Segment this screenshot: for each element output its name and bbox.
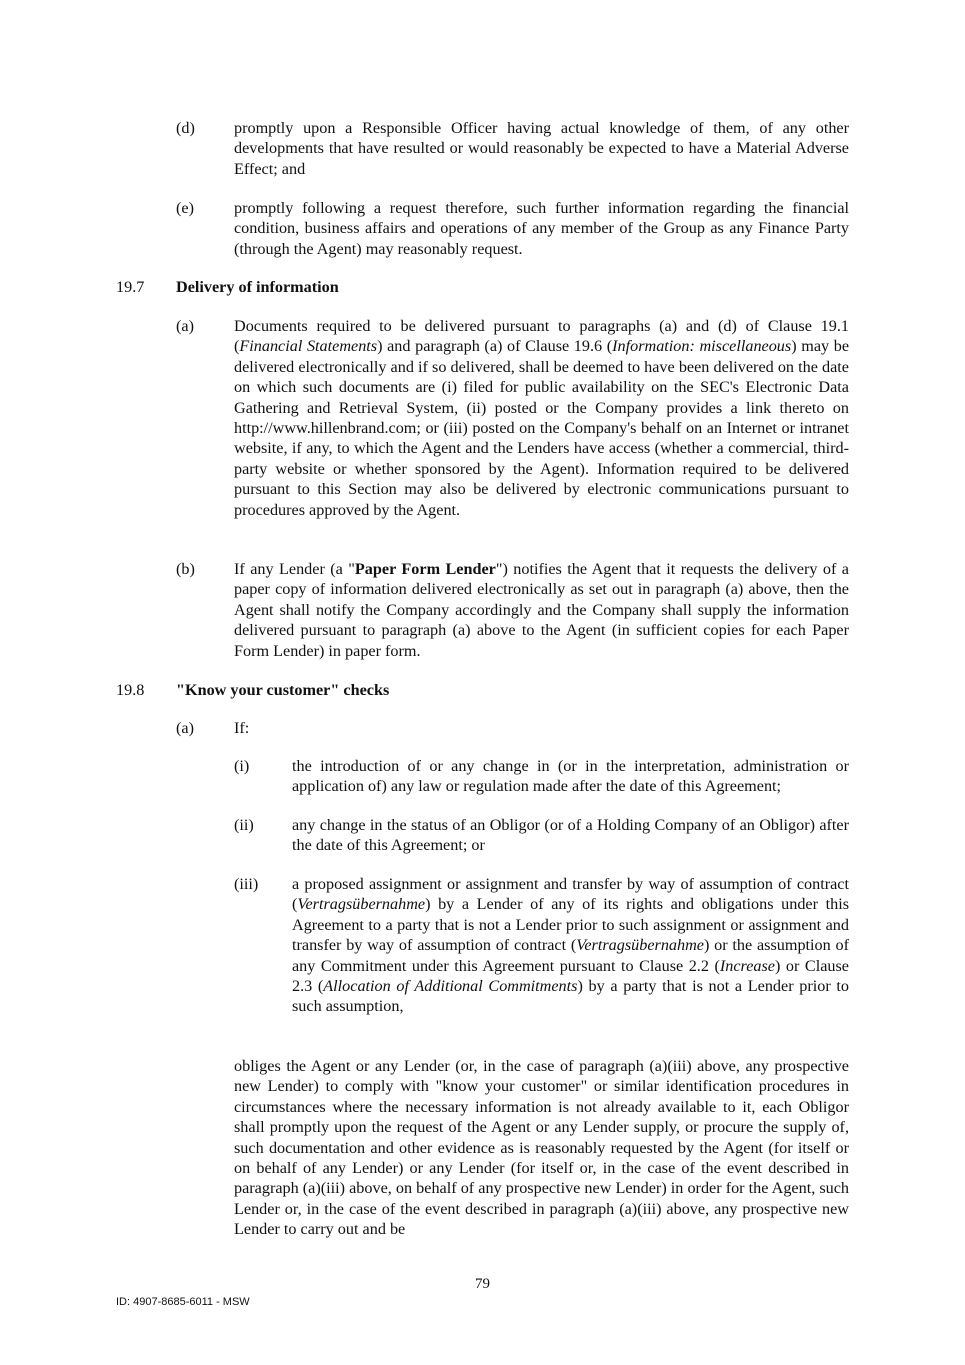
clause-19-7-text-a: Documents required to be delivered pursuant to paragraphs (a) and (d) of Clause 19.1 (Financial Statements) and paragraph (a) of Clause 19.6 (Information: miscellaneous) may be delivered electronically and if so delivered, shall be deemed to have been delivered on the date on which such documents are (i) filed for public availability on the SEC's Electronic Data Gathering and Retrieval System, (ii) posted or the Company provides a link thereto on http://www.hillenbrand.com; or (iii) posted on the Company's behalf on an Internet or intranet website, if any, to which the Agent and the Lenders have access (whether a commercial, third-party website or whether sponsored by the Agent). Information required to be delivered pursuant to this Section may also be delivered by electronic communications pursuant to procedures approved by the Agent. [234,317,849,519]
page-number: 79 [475,1276,490,1292]
clause-number-19-7: 19.7 [116,278,145,296]
clause-heading-19-8: "Know your customer" checks [176,681,390,699]
clause-19-7-label-b: (b) [176,560,195,578]
clause-19-8-lead: If: [234,719,250,737]
clause-number-19-8: 19.8 [116,681,145,699]
clause-19-7-text-b: If any Lender (a "Paper Form Lender") notifies the Agent that it requests the delivery of a paper copy of information delivered electronically as set out in paragraph (a) above, then the Agent shall notify the Company accordingly and the Company shall supply the information delivered pursuant to paragraph (a) above to the Agent (in sufficient copies for each Paper Form Lender) in paper form. [234,560,849,660]
clause-heading-19-7: Delivery of information [176,278,339,296]
item-text-e: promptly following a request therefore, such further information regarding the financial condition, business affairs and operations of any member of the Group as any Finance Party (through the Agent) may reasonably request. [234,199,849,258]
item-label-d: (d) [176,119,195,137]
sub-text-iii: a proposed assignment or assignment and transfer by way of assumption of contract (Vertragsübernahme) by a Lender of any of its rights and obligations under this Agreement to a party that is not a Lender prior to such assignment or assignment and transfer by way of assumption of contract (Vertragsübernahme) or the assumption of any Commitment under this Agreement pursuant to Clause 2.2 (Increase) or Clause 2.3 (Allocation of Additional Commitments) by a party that is not a Lender prior to such assumption, [292,875,850,1016]
item-label-e: (e) [176,199,194,217]
clause-19-7-label-a: (a) [176,317,194,335]
sub-text-i: the introduction of or any change in (or in the interpretation, administration or application of) any law or regulation made after the date of this Agreement; [292,757,849,796]
clause-19-8-label-a: (a) [176,719,194,737]
sub-label-i: (i) [234,757,250,775]
item-text-d: promptly upon a Responsible Officer having actual knowledge of them, of any other developments that have resulted or would reasonably be expected to have a Material Adverse Effect; and [234,119,849,178]
sub-text-ii: any change in the status of an Obligor (or of a Holding Company of an Obligor) after the date of this Agreement; or [292,816,849,855]
sub-label-ii: (ii) [234,816,254,834]
clause-19-8-tail-text: obliges the Agent or any Lender (or, in the case of paragraph (a)(iii) above, any prospective new Lender) to comply with "know your customer" or similar identification procedures in circumstances where the necessary information is not already available to it, each Obligor shall promptly upon the request of the Agent or any Lender supply, or procure the supply of, such documentation and other evidence as is reasonably requested by the Agent (for itself or on behalf of any Lender) or any Lender (for itself or, in the case of the event described in paragraph (a)(iii) above, on behalf of any prospective new Lender) in order for the Agent, such Lender or, in the case of the event described in paragraph (a)(iii) above, any prospective new Lender to carry out and be [234,1057,849,1239]
sub-label-iii: (iii) [234,875,259,893]
document-id: ID: 4907-8685-6011 - MSW [116,1296,250,1308]
